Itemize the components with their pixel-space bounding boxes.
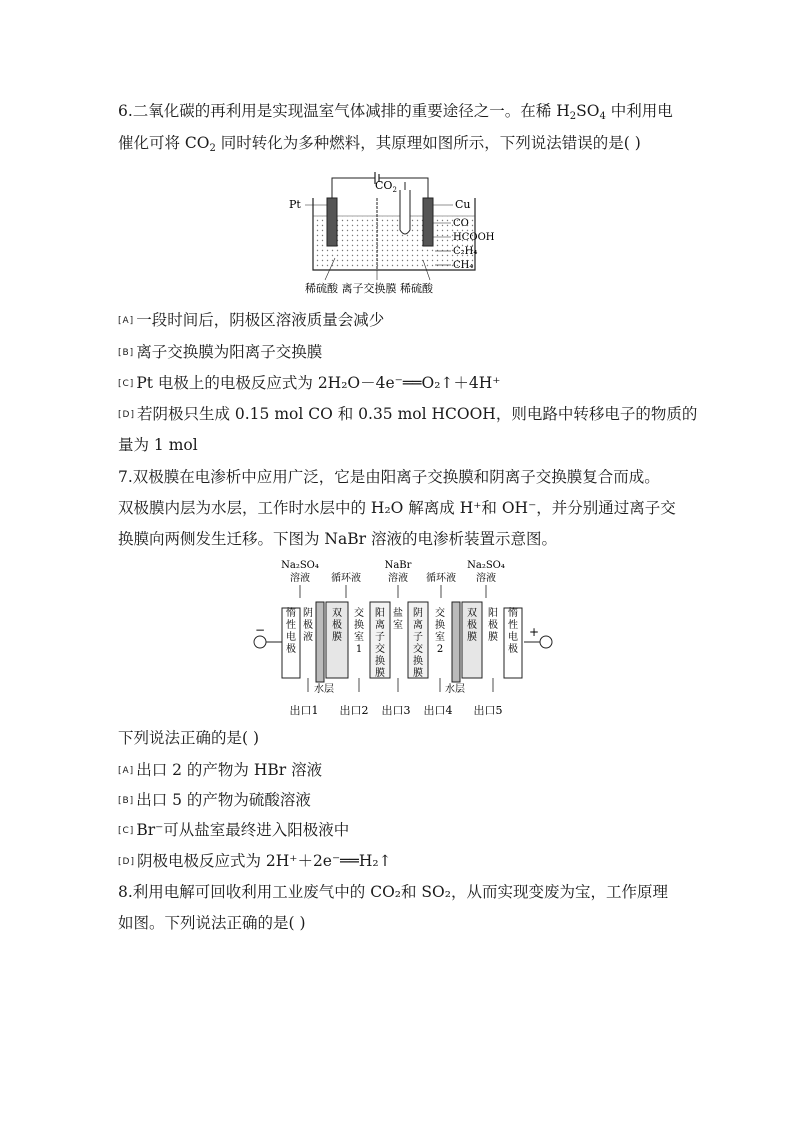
co2-label: $CO_2$: [375, 179, 397, 194]
svg-text:盐室: 盐室: [393, 608, 403, 631]
svg-text:阴极液: 阴极液: [303, 608, 313, 643]
q7-option-a[interactable]: [A] 出口 2 的产物为 HBr 溶液: [118, 761, 323, 779]
q6-stem-line2: 催化可将 $CO_2$ 同时转化为多种燃料，其原理如图所示，下列说法错误的是( ): [118, 134, 641, 154]
q6-option-c[interactable]: [C] Pt 电极上的电极反应式为 2H₂O－4e⁻══O₂↑＋4H⁺: [118, 374, 501, 392]
q7-electrodialysis-figure: [248, 556, 558, 720]
q7-option-b[interactable]: [B] 出口 5 的产物为硫酸溶液: [118, 791, 311, 809]
q6-option-a[interactable]: [A] 一段时间后，阴极区溶液质量会减少: [118, 311, 385, 329]
svg-text:双极膜: 双极膜: [467, 608, 477, 643]
minus-sign: −: [254, 623, 266, 637]
product-hcooh: HCOOH: [453, 232, 495, 243]
q7-option-d[interactable]: [D] 阴极电极反应式为 2H⁺＋2e⁻══H₂↑: [118, 852, 392, 870]
q8-stem-line1: 8.利用电解可回收利用工业废气中的 CO₂和 SO₂，从而实现变废为宝，工作原理: [118, 883, 668, 901]
outlet-5: 出口5: [473, 704, 503, 717]
product-c2h4: C₂H₄: [453, 246, 478, 257]
q6-option-d-continued: 量为 1 mol: [118, 436, 198, 454]
plus-sign: +: [528, 625, 540, 639]
outlet-3: 出口3: [381, 704, 411, 717]
svg-text:惰性电极: 惰性电极: [508, 608, 518, 655]
product-co: CO: [453, 218, 469, 229]
q7-stem-line3: 换膜向两侧发生迁移。下图为 NaBr 溶液的电渗析装置示意图。: [118, 530, 557, 548]
q7-stem-line2: 双极膜内层为水层，工作时水层中的 H₂O 解离成 H⁺和 OH⁻，并分别通过离子交: [118, 499, 676, 517]
outlet-4: 出口4: [423, 704, 453, 717]
q7-question: 下列说法正确的是( ): [118, 729, 260, 747]
svg-text:溶液: 溶液: [290, 573, 310, 584]
svg-text:Na₂SO₄: Na₂SO₄: [467, 560, 505, 571]
svg-text:交换室1: 交换室 1: [354, 608, 364, 655]
water-layer-2: 水层: [445, 684, 465, 695]
svg-text:溶液: 溶液: [388, 573, 408, 584]
water-layer-1: 水层: [314, 684, 334, 695]
svg-text:阳极膜: 阳极膜: [488, 608, 498, 643]
q6-electrolysis-figure: [285, 168, 515, 298]
pt-electrode: [327, 198, 337, 246]
svg-text:循环液: 循环液: [331, 573, 361, 584]
q7-stem-line1: 7.双极膜在电渗析中应用广泛，它是由阳离子交换膜和阴离子交换膜复合而成。: [118, 468, 660, 486]
svg-text:溶液: 溶液: [476, 573, 496, 584]
q6-stem-line1: 6.二氧化碳的再利用是实现温室气体减排的重要途径之一。在稀 $H_2SO_4$ 中利用电: [118, 102, 673, 122]
svg-text:Na₂SO₄: Na₂SO₄: [281, 560, 319, 571]
q7-option-c[interactable]: [C] Br⁻可从盐室最终进入阳极液中: [118, 821, 350, 839]
svg-text:交换室2: 交换室 2: [435, 608, 445, 655]
pt-label: Pt: [289, 198, 301, 211]
cu-label: Cu: [455, 198, 471, 211]
svg-text:循环液: 循环液: [426, 573, 456, 584]
q8-stem-line2: 如图。下列说法正确的是( ): [118, 914, 306, 932]
q6-option-d[interactable]: [D] 若阴极只生成 0.15 mol CO 和 0.35 mol HCOOH，则电路中转移电子的物质的: [118, 405, 698, 423]
product-ch4: CH₄: [453, 260, 474, 271]
svg-text:NaBr: NaBr: [384, 560, 412, 571]
q6-option-b[interactable]: [B] 离子交换膜为阳离子交换膜: [118, 343, 323, 361]
svg-text:阳离子交换膜: 阳离子交换膜: [375, 608, 385, 679]
q6-figure-caption: 稀硫酸 离子交换膜 稀硫酸: [305, 282, 433, 295]
outlet-1: 出口1: [289, 704, 319, 717]
svg-text:阴离子交换膜: 阴离子交换膜: [413, 608, 423, 679]
cu-electrode: [423, 198, 433, 246]
svg-text:惰性电极: 惰性电极: [286, 608, 296, 655]
outlet-2: 出口2: [339, 704, 369, 717]
svg-text:双极膜: 双极膜: [332, 608, 342, 643]
